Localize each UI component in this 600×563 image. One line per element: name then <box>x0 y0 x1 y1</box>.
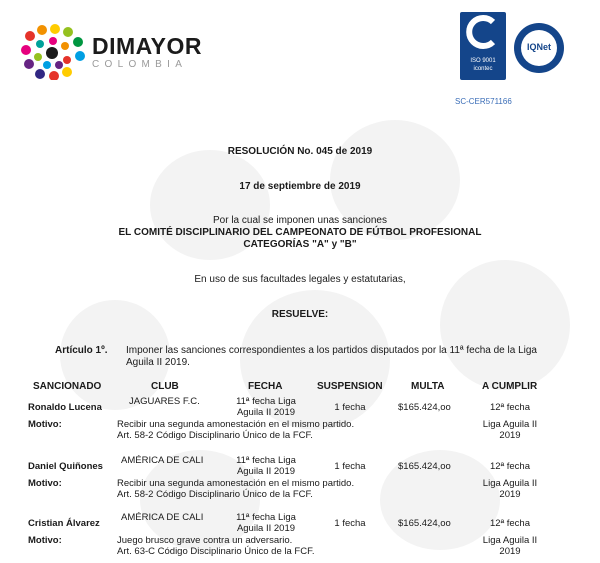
motive-label: Motivo: <box>28 535 62 546</box>
certificate-code: SC-CER571166 <box>455 97 512 106</box>
header-suspension: SUSPENSION <box>317 381 383 392</box>
suspension-value: 1 fecha <box>334 461 366 472</box>
icontec-c-icon <box>460 12 506 52</box>
brand-name: DIMAYOR <box>92 33 202 59</box>
match-date-line-2: Aguila II 2019 <box>236 407 296 418</box>
club-name: JAGUARES F.C. <box>129 396 200 407</box>
iso-label: ISO 9001 <box>470 58 496 64</box>
resolution-intro: Por la cual se imponen unas sanciones <box>213 215 387 226</box>
article-label: Artículo 1º. <box>55 345 108 356</box>
serve-line-2: Liga Aguila II <box>482 478 538 489</box>
motive-label: Motivo: <box>28 478 62 489</box>
club-name: AMÉRICA DE CALI <box>121 455 204 466</box>
motive-text-line-2: Art. 58-2 Código Disciplinario Único de la FCF. <box>117 489 313 500</box>
fine-value: $165.424,oo <box>398 518 451 529</box>
serve-line-1: 12ª fecha <box>490 518 530 529</box>
serve-line-1: 12ª fecha <box>490 461 530 472</box>
header-club: CLUB <box>151 381 179 392</box>
suspension-value: 1 fecha <box>334 518 366 529</box>
match-date-line-1: 11ª fecha Liga <box>236 396 296 407</box>
committee-line-2: CATEGORÍAS "A" y "B" <box>243 239 357 250</box>
motive-text-line-1: Juego brusco grave contra un adversario. <box>117 535 293 546</box>
motive-text-line-2: Art. 58-2 Código Disciplinario Único de la FCF. <box>117 430 313 441</box>
icontec-certification-badge <box>460 12 506 80</box>
match-date-line-2: Aguila II 2019 <box>236 523 296 534</box>
brand-country: COLOMBIA <box>92 59 188 70</box>
player-name: Ronaldo Lucena <box>28 402 102 413</box>
dimayor-logo-icon <box>20 24 88 80</box>
fine-value: $165.424,oo <box>398 402 451 413</box>
serve-line-2: Liga Aguila II <box>482 419 538 430</box>
motive-label: Motivo: <box>28 419 62 430</box>
fine-value: $165.424,oo <box>398 461 451 472</box>
suspension-value: 1 fecha <box>334 402 366 413</box>
icontec-label: icontec <box>473 66 493 72</box>
article-text-line-1: Imponer las sanciones correspondientes a los partidos disputados por la 11ª fecha de la Liga <box>126 345 537 356</box>
powers-text: En uso de sus facultades legales y estatutarias, <box>194 274 406 285</box>
resolution-date: 17 de septiembre de 2019 <box>239 181 361 192</box>
motive-text-line-1: Recibir una segunda amonestación en el mismo partido. <box>117 478 355 489</box>
serve-line-3: 2019 <box>499 430 521 441</box>
player-name: Daniel Quiñones <box>28 461 103 472</box>
serve-line-2: Liga Aguila II <box>482 535 538 546</box>
serve-line-3: 2019 <box>499 546 521 557</box>
resolve-heading: RESUELVE: <box>271 309 329 320</box>
serve-line-3: 2019 <box>499 489 521 500</box>
header-to-serve: A CUMPLIR <box>482 381 538 392</box>
serve-line-1: 12ª fecha <box>490 402 530 413</box>
club-name: AMÉRICA DE CALI <box>121 512 204 523</box>
dimayor-logo <box>92 34 202 71</box>
resolution-title: RESOLUCIÓN No. 045 de 2019 <box>227 146 373 157</box>
iqnet-label: IQNet <box>526 42 551 52</box>
header-fine: MULTA <box>411 381 445 392</box>
article-text-line-2: Aguila II 2019. <box>126 357 190 368</box>
match-date-line-1: 11ª fecha Liga <box>236 512 296 523</box>
header-sanctioned: SANCIONADO <box>33 381 102 392</box>
header-date: FECHA <box>248 381 283 392</box>
iqnet-certification-badge <box>513 22 565 74</box>
motive-text-line-1: Recibir una segunda amonestación en el mismo partido. <box>117 419 355 430</box>
player-name: Cristian Álvarez <box>28 518 100 529</box>
motive-text-line-2: Art. 63-C Código Disciplinario Único de la FCF. <box>117 546 315 557</box>
match-date-line-1: 11ª fecha Liga <box>236 455 296 466</box>
committee-line-1: EL COMITÉ DISCIPLINARIO DEL CAMPEONATO DE FÚTBOL PROFESIONAL <box>118 227 482 238</box>
match-date-line-2: Aguila II 2019 <box>236 466 296 477</box>
